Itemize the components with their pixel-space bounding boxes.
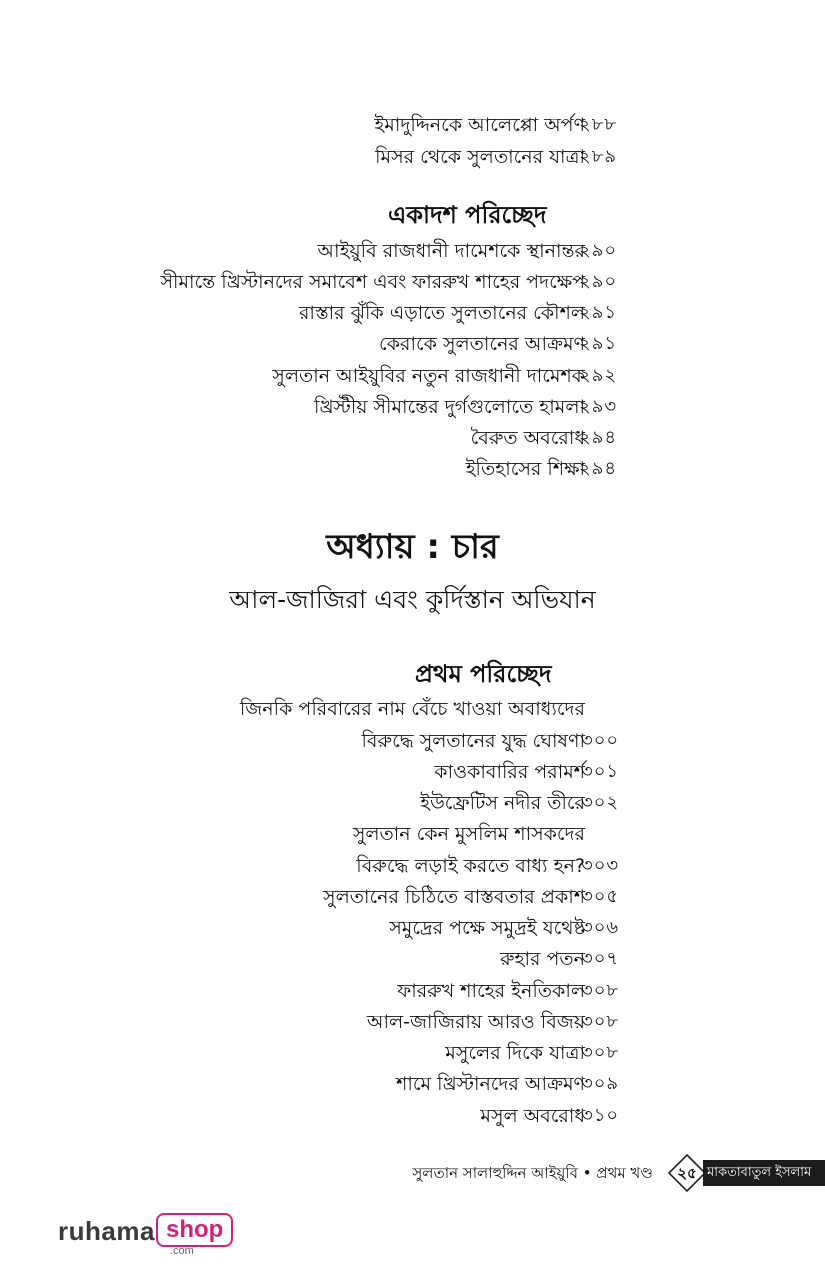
toc-entry-title: বিরুদ্ধে লড়াই করতে বাধ্য হন? [356, 855, 585, 877]
toc-entry-page: ৩০৯ [581, 1073, 620, 1094]
toc-entry-page: ২৯২ [579, 365, 618, 386]
toc-entry-title: কাওকাবারির পরামর্শ [434, 761, 585, 783]
publisher-name: মাকতাবাতুল ইসলাম [707, 1165, 812, 1180]
toc-entry [0, 329, 825, 359]
toc-entry-title: আল-জাজিরায় আরও বিজয় [366, 1011, 585, 1033]
toc-entry [0, 267, 825, 297]
toc-entry [0, 142, 825, 172]
toc-entry-page: ২৯০ [579, 271, 618, 292]
toc-entry-page: ২৯৩ [579, 396, 618, 417]
toc-entry-page: ৩০৫ [581, 886, 620, 907]
toc-entry [0, 1069, 825, 1099]
toc-entry [0, 913, 825, 943]
toc-entry-title: আইয়ুবি রাজধানী দামেশকে স্থানান্তর [317, 240, 585, 262]
logo-brand-text: ruhama [58, 1216, 155, 1246]
toc-entry [0, 1007, 825, 1037]
toc-entry-page: ২৯১ [579, 302, 618, 323]
toc-entry [0, 298, 825, 328]
toc-entry-page: ২৯১ [579, 333, 618, 354]
toc-entry-title: শামে খ্রিস্টানদের আক্রমণ [396, 1073, 585, 1095]
toc-entry-page: ৩১০ [581, 1105, 620, 1126]
toc-entry-title: সুলতানের চিঠিতে বাস্তবতার প্রকাশ [323, 886, 585, 908]
toc-entry [0, 882, 825, 912]
toc-entry [0, 236, 825, 266]
toc-entry [0, 944, 825, 974]
toc-entry [0, 110, 825, 140]
footer-book-title: সুলতান সালাহুদ্দিন আইয়ুবি • প্রথম খণ্ড [412, 1164, 653, 1182]
toc-entry-page: ৩০৬ [581, 917, 620, 938]
section-heading-first: প্রথম পরিচ্ছেদ [415, 660, 552, 688]
toc-entry-title: ইতিহাসের শিক্ষা [465, 458, 585, 480]
toc-entry [0, 757, 825, 787]
toc-entry [0, 788, 825, 818]
toc-entry-title: মসুলের দিকে যাত্রা [445, 1042, 585, 1064]
toc-entry-page: ২৯৪ [579, 427, 618, 448]
toc-entry-page: ২৯০ [579, 240, 618, 261]
logo-shop-badge: shop [156, 1213, 233, 1247]
toc-entry [0, 819, 825, 849]
publisher-band [703, 1160, 825, 1186]
toc-entry [0, 454, 825, 484]
toc-entry-title: কেরাকে সুলতানের আক্রমণ [379, 333, 585, 355]
toc-entry-title: বিরুদ্ধে সুলতানের যুদ্ধ ঘোষণা [361, 730, 585, 752]
toc-entry [0, 851, 825, 881]
toc-entry-title: সমুদ্রের পক্ষে সমুদ্রই যথেষ্ট [389, 917, 585, 939]
toc-entry-page: ৩০৮ [581, 1011, 620, 1032]
page-number: ২৫ [677, 1164, 697, 1182]
toc-entry-title: সীমান্তে খ্রিস্টানদের সমাবেশ এবং ফাররুখ শাহের পদক্ষেপ [160, 271, 585, 293]
ruhamashop-logo [58, 1212, 258, 1258]
toc-entry-title: সুলতান আইয়ুবির নতুন রাজধানী দামেশক [272, 365, 585, 387]
toc-entry-title: মিসর থেকে সুলতানের যাত্রা [375, 146, 585, 168]
toc-entry-page: ২৮৮ [579, 114, 618, 135]
toc-entry-title: মসুল অবরোধ [480, 1105, 585, 1127]
toc-entry-title: সুলতান কেন মুসলিম শাসকদের [352, 823, 585, 845]
toc-entry-title: রুহার পতন [499, 948, 585, 970]
toc-entry-title: বৈরুত অবরোধ [470, 427, 585, 449]
toc-entry-title: ইমাদুদ্দিনকে আলেপ্পো অর্পণ [374, 114, 585, 136]
toc-entry-page: ৩০০ [581, 730, 620, 751]
toc-entry [0, 726, 825, 756]
toc-entry-page: ৩০৭ [581, 948, 620, 969]
toc-entry [0, 694, 825, 724]
toc-entry [0, 976, 825, 1006]
toc-entry-page: ২৯৪ [579, 458, 618, 479]
toc-entry-title: রাস্তার ঝুঁকি এড়াতে সুলতানের কৌশল [298, 302, 585, 324]
toc-entry-title: ইউফ্রেটিস নদীর তীরে [420, 792, 585, 814]
page-footer [0, 1152, 825, 1196]
toc-entry [0, 361, 825, 391]
toc-entry [0, 1038, 825, 1068]
toc-entry-page: ৩০৮ [581, 980, 620, 1001]
toc-entry-title: খ্রিস্টীয় সীমান্তের দুর্গগুলোতে হামলা [314, 396, 585, 418]
toc-entry-page: ৩০২ [581, 792, 620, 813]
toc-entry [0, 392, 825, 422]
toc-entry-page: ৩০৩ [581, 855, 620, 876]
toc-entry-title: জিনকি পরিবারের নাম বেঁচে খাওয়া অবাধ্যদের [239, 698, 585, 720]
toc-entry-page: ৩০৮ [581, 1042, 620, 1063]
toc-entry-title: ফাররুখ শাহের ইনতিকাল [397, 980, 585, 1002]
toc-entry-page: ২৮৯ [579, 146, 618, 167]
section-heading-eleven: একাদশ পরিচ্ছেদ [388, 201, 547, 229]
chapter-title: অধ্যায় : চার [326, 527, 499, 567]
toc-entry-page: ৩০১ [581, 761, 620, 782]
toc-entry [0, 423, 825, 453]
toc-entry [0, 1101, 825, 1131]
logo-domain-text: .com [170, 1245, 194, 1257]
chapter-subtitle: আল-জাজিরা এবং কুর্দিস্তান অভিযান [229, 585, 596, 614]
